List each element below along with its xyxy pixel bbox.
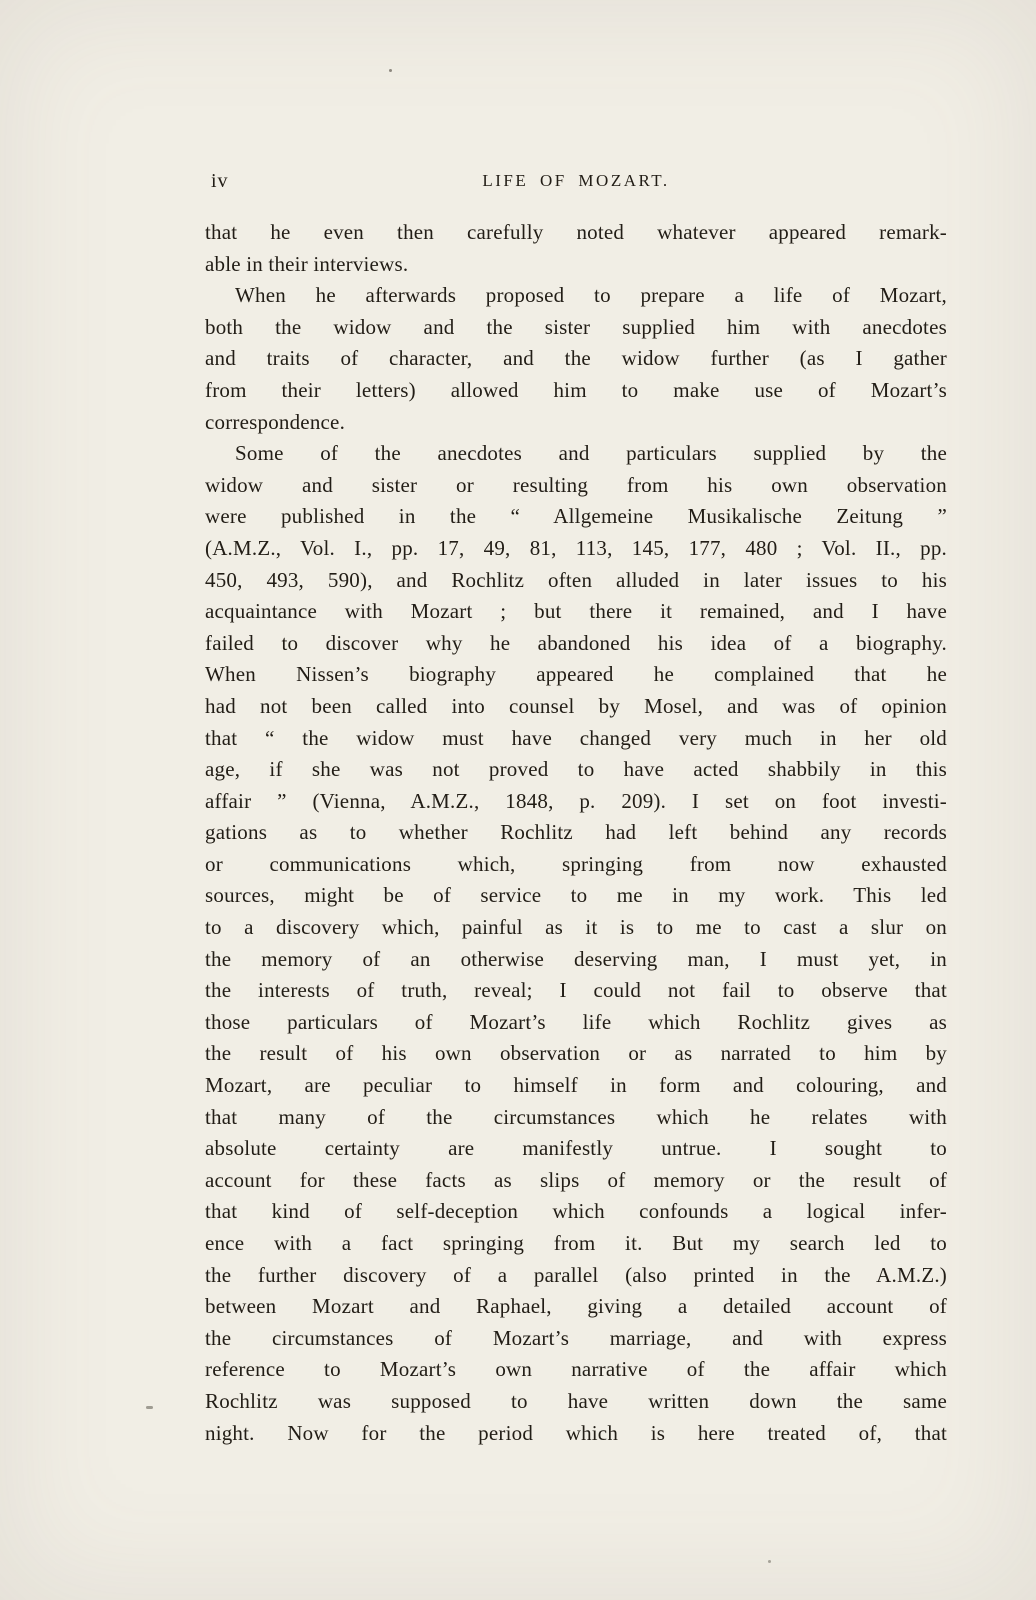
page-number: iv (211, 170, 229, 192)
text-line: absolute certainty are manifestly untrue. I sought to (205, 1136, 947, 1161)
text-line: that he even then carefully noted whatever appeared remark- (205, 220, 947, 244)
text-line: night. Now for the period which is here treated of, that (205, 1420, 947, 1445)
running-title: LIFE OF MOZART. (482, 171, 670, 190)
text-line: from their letters) allowed him to make use of Mozart’s (205, 377, 947, 402)
text-line: had not been called into counsel by Mosel, and was of opinion (205, 693, 947, 718)
text-line: ence with a fact springing from it. But my search led to (205, 1231, 947, 1255)
text-line: acquaintance with Mozart ; but there it remained, and I have (205, 599, 947, 624)
text-line: the further discovery of a parallel (also printed in the A.M.Z.) (205, 1262, 947, 1287)
text-line: that “ the widow must have changed very much in her old (205, 725, 947, 750)
text-line: age, if she was not proved to have acted shabbily in this (205, 757, 947, 782)
text-line: sources, might be of service to me in my work. This led (205, 883, 947, 908)
page-header (205, 170, 947, 196)
text-line: that many of the circumstances which he relates with (205, 1104, 947, 1129)
text-line: that kind of self-deception which confounds a logical infer- (205, 1199, 947, 1224)
text-line: were published in the “ Allgemeine Musikalische Zeitung ” (205, 504, 947, 529)
text-line: both the widow and the sister supplied him with anecdotes (205, 314, 947, 339)
text-line: or communications which, springing from now exhausted (205, 851, 947, 876)
text-line: Rochlitz was supposed to have written down the same (205, 1388, 947, 1413)
scan-artifact (768, 1560, 771, 1563)
text-line: account for these facts as slips of memory or the result of (205, 1167, 947, 1192)
paragraph (205, 280, 947, 438)
text-line: 450, 493, 590), and Rochlitz often alluded in later issues to his (205, 567, 947, 592)
text-line: When Nissen’s biography appeared he complained that he (205, 662, 947, 687)
text-line: affair ” (Vienna, A.M.Z., 1848, p. 209). I set on foot investi- (205, 788, 947, 813)
text-line: and traits of character, and the widow further (as I gather (205, 346, 947, 371)
text-line: the result of his own observation or as narrated to him by (205, 1041, 947, 1066)
text-line: the circumstances of Mozart’s marriage, and with express (205, 1325, 947, 1350)
text-line: Some of the anecdotes and particulars supplied by the (235, 441, 947, 466)
text-line: between Mozart and Raphael, giving a detailed account of (205, 1294, 947, 1319)
text-line: When he afterwards proposed to prepare a life of Mozart, (235, 283, 947, 308)
text-line: Mozart, are peculiar to himself in form and colouring, and (205, 1073, 947, 1098)
text-line: reference to Mozart’s own narrative of the affair which (205, 1357, 947, 1382)
text-line: (A.M.Z., Vol. I., pp. 17, 49, 81, 113, 145, 177, 480 ; Vol. II., pp. (205, 535, 947, 560)
paragraph (205, 217, 947, 280)
text-line: widow and sister or resulting from his own observation (205, 472, 947, 497)
text-line: those particulars of Mozart’s life which Rochlitz gives as (205, 1009, 947, 1034)
scan-artifact (389, 69, 392, 72)
text-line: the memory of an otherwise deserving man, I must yet, in (205, 946, 947, 971)
text-line: gations as to whether Rochlitz had left behind any records (205, 820, 947, 845)
text-line: the interests of truth, reveal; I could not fail to observe that (205, 978, 947, 1003)
scan-artifact (146, 1406, 153, 1409)
text-line: to a discovery which, painful as it is to me to cast a slur on (205, 915, 947, 940)
text-line: able in their interviews. (205, 251, 409, 276)
page-body (205, 217, 947, 1449)
text-line: correspondence. (205, 409, 346, 434)
text-line: failed to discover why he abandoned his idea of a biography. (205, 630, 947, 655)
paragraph (205, 438, 947, 1449)
